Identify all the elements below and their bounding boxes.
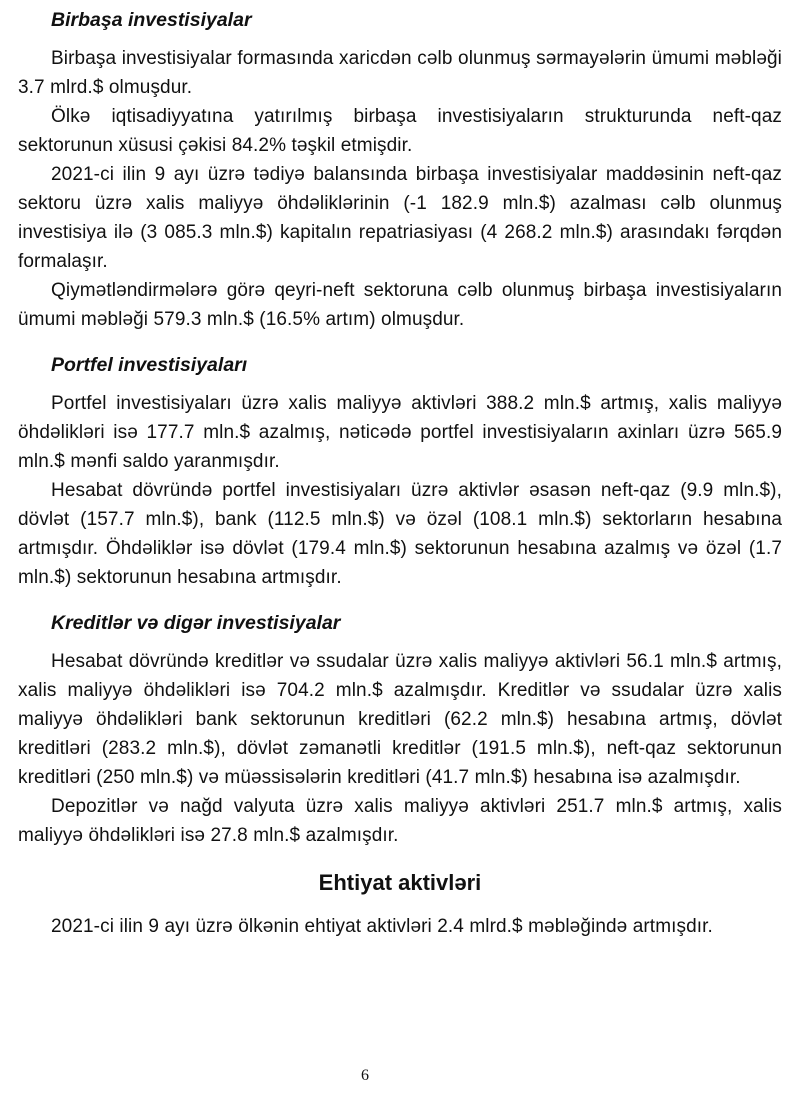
- section-heading-kreditler-ve-diger-investisiyalar: Kreditlər və digər investisiyalar: [51, 612, 341, 634]
- paragraph: 2021-ci ilin 9 ayı üzrə tədiyə balansında birbaşa investisiyalar maddəsinin neft-qaz sektoru üzrə xalis maliyyə öhdəliklərinin (-1 182.9 mln.$) azalması cəlb olunmuş investisiya ilə (3 085.3 mln.$) kapitalın repatriasiyası (4 268.2 mln.$) arasındakı fərqdən formalaşır.: [18, 164, 782, 272]
- paragraph: 2021-ci ilin 9 ayı üzrə ölkənin ehtiyat aktivləri 2.4 mlrd.$ məbləğində artmışdır.: [51, 916, 713, 937]
- section-heading-birbasa-investisiyalar: Birbaşa investisiyalar: [51, 9, 252, 31]
- paragraph: Depozitlər və nağd valyuta üzrə xalis maliyyə aktivləri 251.7 mln.$ artmış, xalis maliyyə öhdəlikləri isə 27.8 mln.$ azalmışdır.: [18, 796, 782, 846]
- paragraph: Portfel investisiyaları üzrə xalis maliyyə aktivləri 388.2 mln.$ artmış, xalis maliyyə öhdəlikləri isə 177.7 mln.$ azalmış, nəticədə portfel investisiyaların axinları üzrə 565.9 mln.$ mənfi saldo yaranmışdır.: [18, 393, 782, 472]
- paragraph: Birbaşa investisiyalar formasında xaricdən cəlb olunmuş sərmayələrin ümumi məbləği 3.7 mlrd.$ olmuşdur.: [18, 48, 782, 98]
- page-number: 6: [361, 1067, 369, 1084]
- paragraph: Hesabat dövründə portfel investisiyaları üzrə aktivlər əsasən neft-qaz (9.9 mln.$), dövlət (157.7 mln.$), bank (112.5 mln.$) və özəl (108.1 mln.$) sektorların hesabına artmışdır. Öhdəliklər isə dövlət (179.4 mln.$) sektorunun hesabına azalmış və özəl (1.7 mln.$) sektorunun hesabına artmışdır.: [18, 480, 782, 588]
- paragraph: Hesabat dövründə kreditlər və ssudalar üzrə xalis maliyyə aktivləri 56.1 mln.$ artmış, xalis maliyyə öhdəlikləri isə 704.2 mln.$ azalmışdır. Kreditlər və ssudalar üzrə xalis maliyyə öhdəlikləri bank sektorunun kreditləri (62.2 mln.$) hesabına artmış, dövlət kreditləri (283.2 mln.$), dövlət zəmanətli kreditlər (191.5 mln.$), neft-qaz sektorunun kreditləri (250 mln.$) və müəssisələrin kreditləri (41.7 mln.$) hesabına isə azalmışdır.: [18, 651, 782, 788]
- paragraph: Ölkə iqtisadiyyatına yatırılmış birbaşa investisiyaların strukturunda neft-qaz sektorunun xüsusi çəkisi 84.2% təşkil etmişdir.: [18, 106, 782, 156]
- section-heading-portfel-investisiyalari: Portfel investisiyaları: [51, 354, 248, 376]
- paragraph: Qiymətləndirmələrə görə qeyri-neft sektoruna cəlb olunmuş birbaşa investisiyaların ümumi məbləği 579.3 mln.$ (16.5% artım) olmuşdur.: [18, 280, 782, 330]
- section-heading-ehtiyat-aktivleri: Ehtiyat aktivləri: [318, 870, 482, 895]
